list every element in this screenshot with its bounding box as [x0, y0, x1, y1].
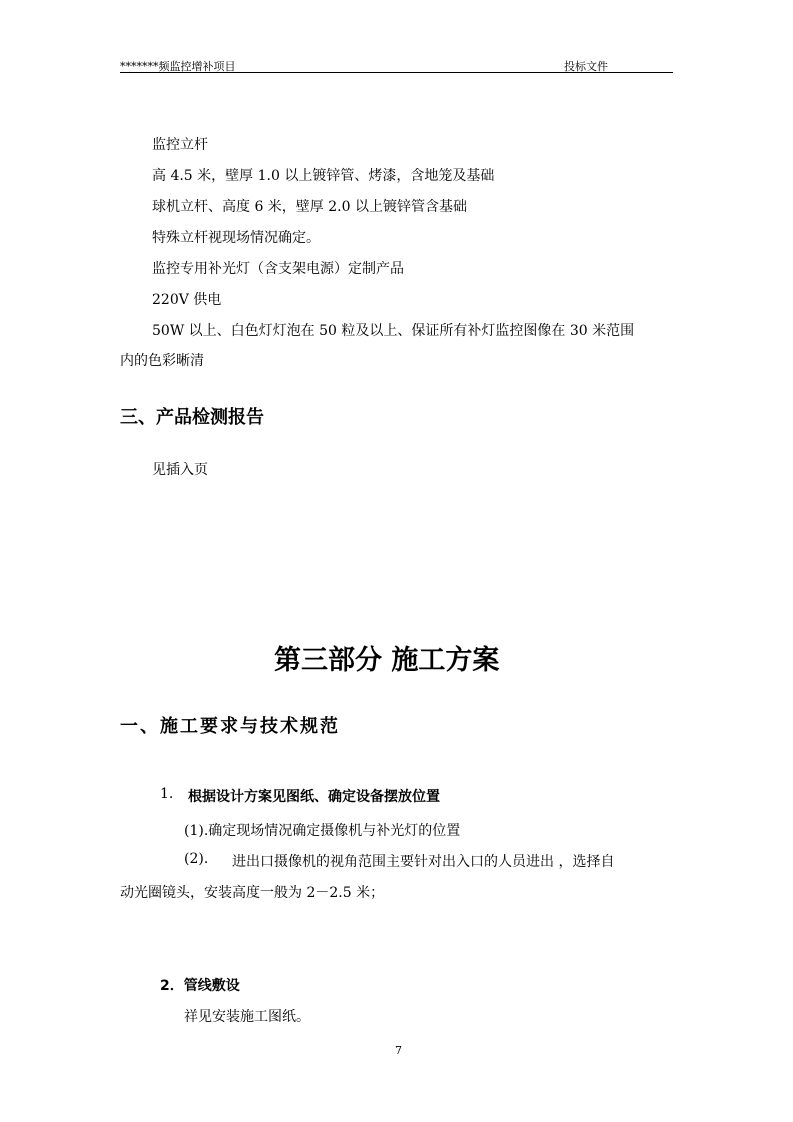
header-doc-type: 投标文件 [564, 60, 608, 73]
text-line: 内的色彩晰清 [120, 353, 204, 369]
item-heading: 2．管线敷设 [160, 978, 240, 994]
text-line: 监控立杆 [152, 137, 208, 153]
item-heading: 根据设计方案见图纸、确定设备摆放位置 [188, 789, 440, 805]
text-line: 祥见安装施工图纸。 [184, 1009, 310, 1025]
section-heading: 三、产品检测报告 [120, 407, 264, 428]
text-line: 50W 以上、白色灯灯泡在 50 粒及以上、保证所有补灯监控图像在 30 米范围 [152, 323, 635, 339]
section-heading: 一、施工要求与技术规范 [120, 716, 340, 737]
header-rule [120, 72, 673, 73]
text-line: 监控专用补光灯（含支架电源）定制产品 [152, 261, 404, 277]
item-number: 1. [160, 786, 174, 802]
text-line: 进出口摄像机的视角范围主要针对出入口的人员进出 ，选择自 [232, 854, 615, 870]
text-line: 球机立杆、高度 6 米，壁厚 2.0 以上镀锌管含基础 [152, 199, 467, 215]
text-line: 高 4.5 米，壁厚 1.0 以上镀锌管、烤漆，含地笼及基础 [152, 168, 495, 184]
text-line: (1).确定现场情况确定摄像机与补光灯的位置 [184, 823, 461, 839]
page-number: 7 [395, 1044, 402, 1057]
text-line: 特殊立杆视现场情况确定。 [152, 230, 320, 246]
sub-number: (2). [184, 851, 209, 867]
text-line: 220V 供电 [152, 292, 222, 308]
text-line: 动光圈镜头，安装高度一般为 2－2.5 米； [120, 885, 385, 901]
text-line: 见插入页 [152, 462, 208, 478]
part-title: 第三部分 施工方案 [274, 645, 500, 676]
header-project-title: *******频监控增补项目 [120, 60, 236, 73]
